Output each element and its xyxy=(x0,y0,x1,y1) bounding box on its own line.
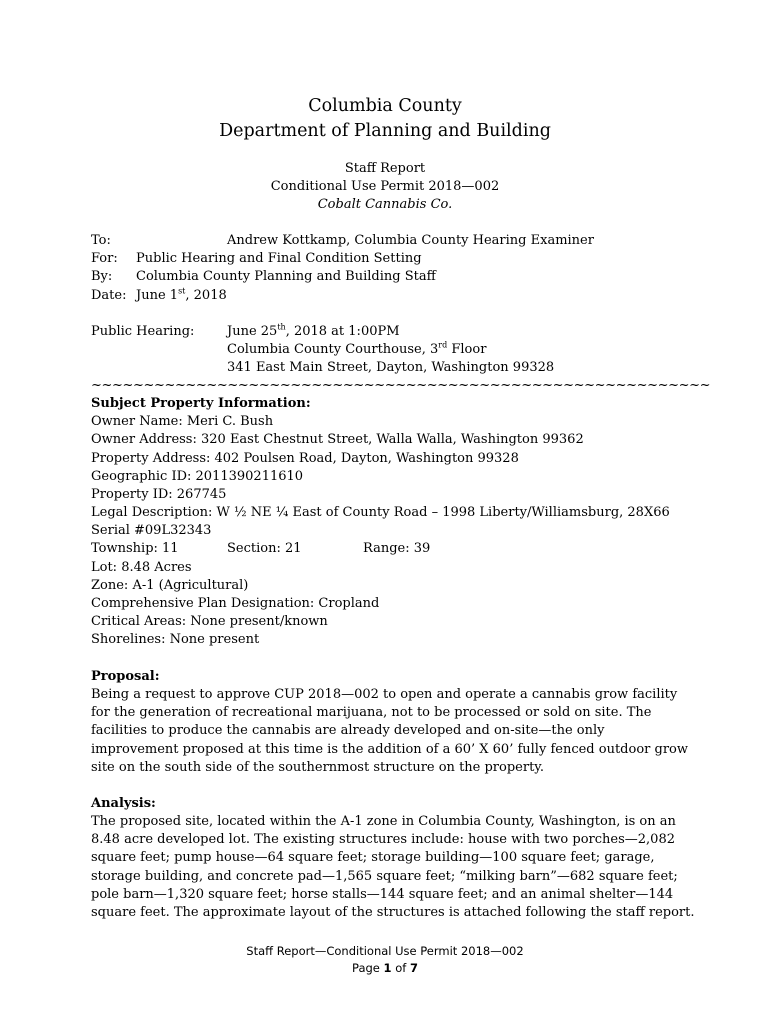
lot-size: Lot: 8.48 Acres xyxy=(91,560,192,575)
permit-number: Conditional Use Permit 2018—002 xyxy=(270,179,500,194)
critical-areas: Critical Areas: None present/known xyxy=(91,614,328,629)
proposal-line: facilities to produce the cannabis are already developed and on-site—the only xyxy=(91,723,605,739)
analysis-line: 8.48 acre developed lot. The existing structures include: house with two porches—2,082 xyxy=(91,832,675,848)
proposal-heading: Proposal: xyxy=(91,669,160,684)
memo-by xyxy=(91,268,436,286)
memo-by-value: Columbia County Planning and Building Staff xyxy=(136,269,436,284)
memo-to-label: To: xyxy=(91,233,111,248)
proposal-line: for the generation of recreational marijuana, not to be processed or sold on site. The xyxy=(91,705,652,721)
analysis-line: The proposed site, located within the A-1 zone in Columbia County, Washington, is on an xyxy=(91,814,676,829)
shorelines: Shorelines: None present xyxy=(91,632,260,647)
report-type: Staff Report xyxy=(344,161,426,176)
township: Township: 11 xyxy=(91,541,179,556)
zone: Zone: A-1 (Agricultural) xyxy=(91,578,249,593)
memo-for xyxy=(91,250,422,268)
memo-for-value: Public Hearing and Final Condition Setting xyxy=(136,251,422,266)
hearing-location: Columbia County Courthouse, 3rd Floor xyxy=(227,340,487,357)
page-total: 7 xyxy=(409,961,418,975)
analysis-line: square feet; pump house—64 square feet; storage building—100 square feet; garage, xyxy=(91,850,655,866)
memo-by-label: By: xyxy=(91,269,113,284)
analysis-paragraph xyxy=(91,813,695,922)
proposal-line: improvement proposed at this time is the addition of a 60’ X 60’ fully fenced outdoor grow xyxy=(91,741,688,757)
proposal-line: Being a request to approve CUP 2018—002 to open and operate a cannabis grow facility xyxy=(91,687,678,702)
memo-for-label: For: xyxy=(91,251,118,266)
geographic-id: Geographic ID: 2011390211610 xyxy=(91,469,304,484)
memo-to xyxy=(91,232,594,250)
owner-name: Owner Name: Meri C. Bush xyxy=(91,414,274,429)
range: Range: 39 xyxy=(363,541,431,556)
owner-address: Owner Address: 320 East Chestnut Street, Walla Walla, Washington 99362 xyxy=(91,432,584,447)
hearing-address: 341 East Main Street, Dayton, Washington 99328 xyxy=(227,360,555,375)
comp-plan-designation: Comprehensive Plan Designation: Cropland xyxy=(91,596,380,611)
township-row xyxy=(91,540,691,558)
page-current: 1 xyxy=(383,961,392,975)
analysis-line: storage building, and concrete pad—1,565 square feet; “milking barn”—682 square feet; xyxy=(91,868,678,884)
footer-title: Staff Report—Conditional Use Permit 2018—002 xyxy=(246,944,524,958)
property-address: Property Address: 402 Poulsen Road, Dayton, Washington 99328 xyxy=(91,451,519,466)
serial-number: Serial #09L32343 xyxy=(91,523,212,538)
memo-date-value: June 1st, 2018 xyxy=(136,286,227,303)
memo-date xyxy=(91,286,227,305)
section-separator: ~~~~~~~~~~~~~~~~~~~~~~~~~~~~~~~~~~~~~~~~~~~~~~~~~~~~~~~~~~~ xyxy=(91,378,711,393)
memo-to-value: Andrew Kottkamp, Columbia County Hearing Examiner xyxy=(227,233,594,248)
department-title: Department of Planning and Building xyxy=(219,121,551,141)
property-id: Property ID: 267745 xyxy=(91,487,227,502)
memo-date-label: Date: xyxy=(91,288,127,303)
page-indicator: Page 1 of 7 xyxy=(352,961,418,975)
analysis-line: square feet. The approximate layout of the structures is attached following the staff report. xyxy=(91,905,695,921)
section: Section: 21 xyxy=(227,541,302,556)
hearing-date: June 25th, 2018 at 1:00PM xyxy=(227,322,400,339)
county-title: Columbia County xyxy=(308,96,462,116)
analysis-heading: Analysis: xyxy=(91,796,156,811)
hearing-label: Public Hearing: xyxy=(91,324,195,339)
property-heading: Subject Property Information: xyxy=(91,396,311,411)
hearing-row-1 xyxy=(91,322,400,341)
applicant-name: Cobalt Cannabis Co. xyxy=(317,197,453,212)
legal-description: Legal Description: W ½ NE ¼ East of County Road – 1998 Liberty/Williamsburg, 28X66 xyxy=(91,505,670,520)
proposal-line: site on the south side of the southernmost structure on the property. xyxy=(91,759,545,775)
proposal-paragraph xyxy=(91,686,691,777)
analysis-line: pole barn—1,320 square feet; horse stalls—144 square feet; and an animal shelter—144 xyxy=(91,886,674,902)
